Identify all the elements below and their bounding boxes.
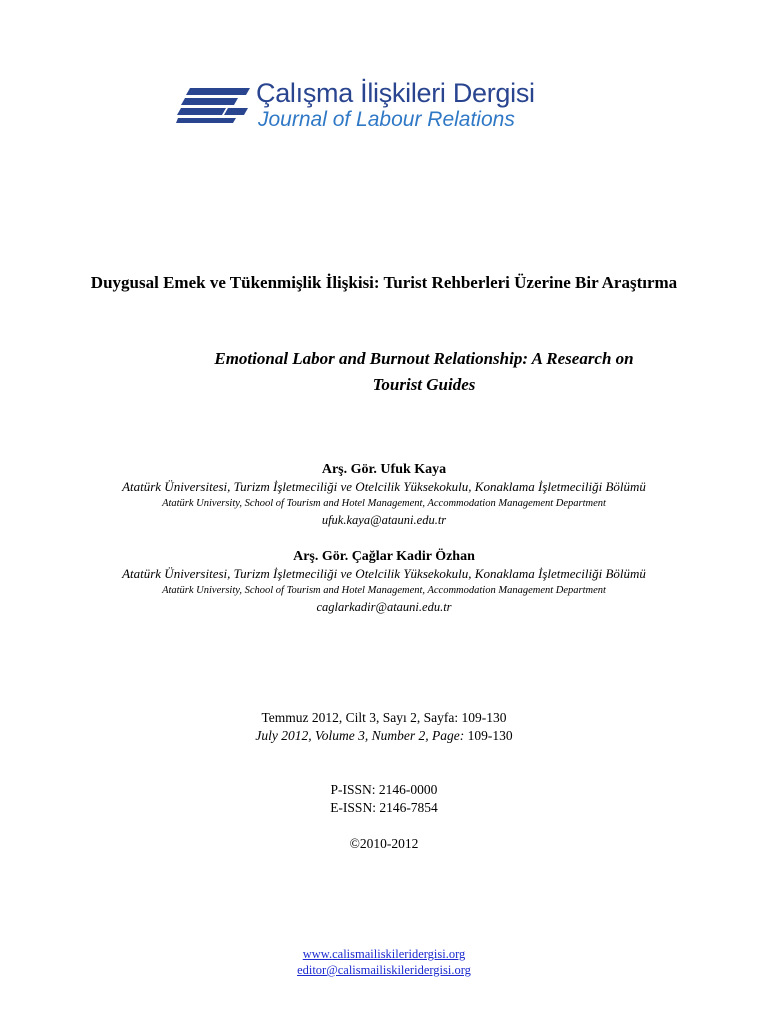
author-affiliation-en: Atatürk University, School of Tourism and Hotel Management, Accommodation Management Department (162, 498, 606, 509)
article-title-en-line1: Emotional Labor and Burnout Relationship: A Research on (214, 349, 634, 368)
footer-links (0, 946, 768, 978)
author-affiliation-en: Atatürk University, School of Tourism and Hotel Management, Accommodation Management Department (162, 585, 606, 596)
issue-info (0, 709, 768, 745)
author-block-1 (0, 461, 768, 529)
journal-logo-stripes-icon (176, 86, 256, 124)
author-email: ufuk.kaya@atauni.edu.tr (321, 513, 447, 527)
journal-logo (176, 80, 596, 138)
article-title-tr-text: Duygusal Emek ve Tükenmişlik İlişkisi: Turist Rehberleri Üzerine Bir Araştırma (90, 273, 678, 292)
copyright: ©2010-2012 (349, 836, 419, 851)
editor-email-link[interactable]: editor@calismailiskileridergisi.org (297, 963, 471, 977)
article-title-tr (0, 270, 768, 295)
author-affiliation-tr: Atatürk Üniversitesi, Turizm İşletmeciliği ve Otelcilik Yüksekokulu, Konaklama İşletmeciliği Bölümü (122, 566, 646, 581)
article-title-en-line2: Tourist Guides (372, 375, 476, 394)
website-link[interactable]: www.calismailiskileridergisi.org (302, 947, 466, 961)
issue-info-tr: Temmuz 2012, Cilt 3, Sayı 2, Sayfa: 109-130 (261, 710, 507, 725)
article-title-en (40, 346, 768, 398)
journal-name-tr: Çalışma İlişkileri Dergisi (256, 78, 535, 108)
author-affiliation-tr: Atatürk Üniversitesi, Turizm İşletmeciliği ve Otelcilik Yüksekokulu, Konaklama İşletmeciliği Bölümü (122, 479, 646, 494)
issue-info-en (0, 727, 768, 745)
issn-info (0, 781, 768, 817)
author-email: caglarkadir@atauni.edu.tr (316, 600, 452, 614)
issue-info-en-pages: 109-130 (464, 728, 513, 743)
author-name: Arş. Gör. Çağlar Kadir Özhan (293, 549, 475, 564)
author-block-2 (0, 548, 768, 616)
e-issn: E-ISSN: 2146-7854 (330, 800, 438, 815)
journal-name-en: Journal of Labour Relations (258, 108, 515, 131)
issue-info-en-italic: July 2012, Volume 3, Number 2, Page: (255, 728, 465, 743)
author-name: Arş. Gör. Ufuk Kaya (321, 462, 447, 477)
p-issn: P-ISSN: 2146-0000 (330, 782, 438, 797)
